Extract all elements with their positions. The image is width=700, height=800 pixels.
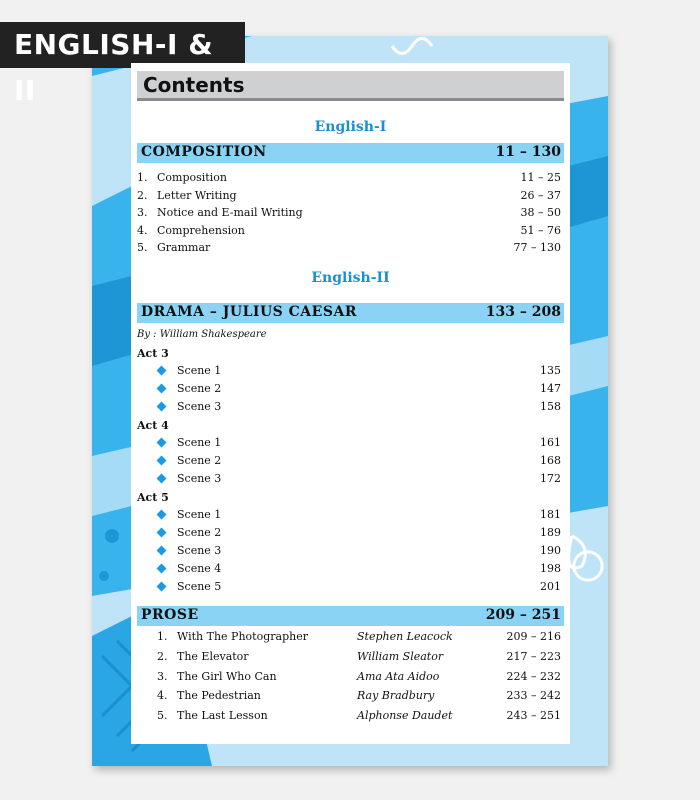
scene-page: 198 [540,562,561,575]
scene-row [137,580,564,597]
row-number: 2. [157,650,168,663]
row-pages: 224 – 232 [506,670,561,683]
scene-title: Scene 4 [177,562,222,575]
row-pages: 11 – 25 [520,171,561,184]
toc-row [137,224,564,241]
scene-title: Scene 2 [177,526,222,539]
row-pages: 51 – 76 [520,224,561,237]
section-header-drama [137,303,564,323]
section-title: PROSE [141,607,199,623]
scene-title: Scene 1 [177,436,222,449]
section-header-composition [137,143,564,163]
contents-page [131,63,570,744]
prose-row [137,689,564,707]
diamond-bullet-icon [157,456,167,466]
row-title: Grammar [157,241,211,254]
scene-page: 161 [540,436,561,449]
section-title: DRAMA – JULIUS CAESAR [141,304,357,320]
row-pages: 209 – 216 [506,630,561,643]
act-heading: Act 4 [137,419,169,432]
scene-row [137,364,564,381]
prose-row [137,709,564,727]
scene-page: 168 [540,454,561,467]
row-number: 4. [137,224,148,237]
scene-page: 172 [540,472,561,485]
scene-page: 190 [540,544,561,557]
scene-row [137,382,564,399]
row-number: 1. [157,630,168,643]
diamond-bullet-icon [157,510,167,520]
diamond-bullet-icon [157,366,167,376]
row-title: Comprehension [157,224,245,237]
scene-title: Scene 3 [177,472,222,485]
row-pages: 38 – 50 [520,206,561,219]
diamond-bullet-icon [157,474,167,484]
scene-page: 181 [540,508,561,521]
scene-row [137,526,564,543]
scene-title: Scene 5 [177,580,222,593]
scene-page: 189 [540,526,561,539]
diamond-bullet-icon [157,546,167,556]
row-number: 5. [137,241,148,254]
row-title: The Girl Who Can [177,670,277,683]
scene-page: 158 [540,400,561,413]
row-author: William Sleator [357,650,444,663]
diamond-bullet-icon [157,384,167,394]
scene-row [137,454,564,471]
prose-row [137,650,564,668]
diamond-bullet-icon [157,438,167,448]
section-pages: 11 – 130 [495,144,561,160]
scene-row [137,508,564,525]
scene-title: Scene 3 [177,544,222,557]
row-pages: 77 – 130 [513,241,561,254]
scene-title: Scene 1 [177,508,222,521]
row-title: Notice and E-mail Writing [157,206,303,219]
diamond-bullet-icon [157,528,167,538]
scene-page: 201 [540,580,561,593]
toc-row [137,171,564,188]
section-header-prose [137,606,564,626]
prose-row [137,630,564,648]
part-title-english-2: English-II [311,270,390,286]
scene-title: Scene 3 [177,400,222,413]
scene-page: 135 [540,364,561,377]
row-author: Ray Bradbury [357,689,435,702]
scene-row [137,400,564,417]
row-number: 5. [157,709,168,722]
prose-row [137,670,564,688]
subject-badge: ENGLISH-I & II [0,22,245,68]
part-title-english-1: English-I [314,119,387,135]
row-title: The Pedestrian [177,689,261,702]
row-title: Letter Writing [157,189,237,202]
diamond-bullet-icon [157,402,167,412]
diamond-bullet-icon [157,564,167,574]
row-author: Ama Ata Aidoo [357,670,440,683]
row-title: With The Photographer [177,630,308,643]
page-title: Contents [143,73,245,97]
row-number: 3. [157,670,168,683]
row-title: The Last Lesson [177,709,268,722]
scene-page: 147 [540,382,561,395]
act-heading: Act 5 [137,491,169,504]
scene-row [137,436,564,453]
toc-row [137,206,564,223]
section-pages: 133 – 208 [485,304,561,320]
row-number: 1. [137,171,148,184]
diamond-bullet-icon [157,582,167,592]
row-author: Alphonse Daudet [357,709,453,722]
row-pages: 26 – 37 [520,189,561,202]
scene-row [137,544,564,561]
row-title: The Elevator [177,650,249,663]
row-pages: 217 – 223 [506,650,561,663]
toc-row [137,189,564,206]
scene-row [137,472,564,489]
drama-byline: By : William Shakespeare [137,329,267,340]
row-number: 4. [157,689,168,702]
toc-row [137,241,564,258]
scene-title: Scene 2 [177,382,222,395]
act-heading: Act 3 [137,347,169,360]
row-title: Composition [157,171,227,184]
scene-row [137,562,564,579]
scene-title: Scene 1 [177,364,222,377]
row-number: 2. [137,189,148,202]
row-pages: 233 – 242 [506,689,561,702]
section-pages: 209 – 251 [485,607,561,623]
row-pages: 243 – 251 [506,709,561,722]
scene-title: Scene 2 [177,454,222,467]
row-author: Stephen Leacock [357,630,453,643]
row-number: 3. [137,206,148,219]
section-title: COMPOSITION [141,144,267,160]
contents-header-bar [137,71,564,101]
